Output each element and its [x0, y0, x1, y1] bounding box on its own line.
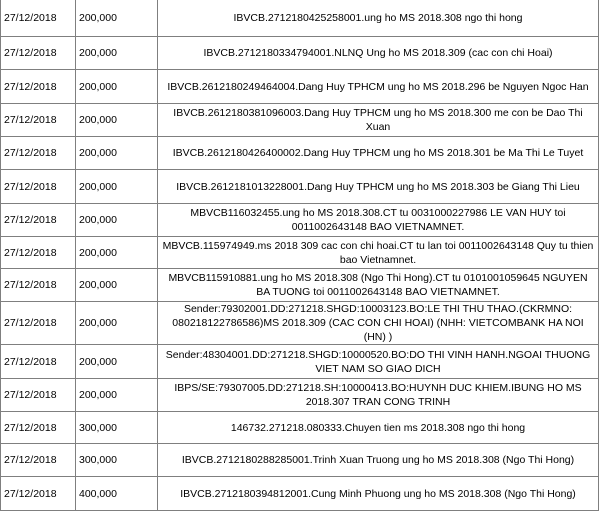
transaction-table-body [1, 0, 599, 511]
date-cell: 27/12/2018 [1, 412, 76, 444]
description-cell: IBVCB.2612180426400002.Dang Huy TPHCM ung ho MS 2018.301 be Ma Thi Le Tuyet [158, 137, 599, 170]
date-cell: 27/12/2018 [1, 477, 76, 511]
date-cell: 27/12/2018 [1, 444, 76, 477]
date-cell: 27/12/2018 [1, 345, 76, 379]
table-row [1, 0, 599, 37]
amount-cell: 200,000 [76, 379, 158, 412]
amount-cell: 200,000 [76, 204, 158, 237]
table-row [1, 204, 599, 237]
date-cell: 27/12/2018 [1, 170, 76, 204]
table-row [1, 302, 599, 345]
table-row [1, 444, 599, 477]
date-cell: 27/12/2018 [1, 302, 76, 345]
date-cell: 27/12/2018 [1, 269, 76, 302]
amount-cell: 200,000 [76, 0, 158, 37]
date-cell: 27/12/2018 [1, 70, 76, 104]
amount-cell: 200,000 [76, 237, 158, 269]
description-cell: IBVCB.2712180334794001.NLNQ Ung ho MS 2018.309 (cac con chi Hoai) [158, 37, 599, 70]
amount-cell: 200,000 [76, 345, 158, 379]
date-cell: 27/12/2018 [1, 104, 76, 137]
date-cell: 27/12/2018 [1, 379, 76, 412]
amount-cell: 200,000 [76, 104, 158, 137]
description-cell: Sender:48304001.DD:271218.SHGD:10000520.BO:DO THI VINH HANH.NGOAI THUONG VIET NAM SO GIAO DICH [158, 345, 599, 379]
table-row [1, 269, 599, 302]
amount-cell: 200,000 [76, 137, 158, 170]
table-row [1, 237, 599, 269]
table-row [1, 170, 599, 204]
table-row [1, 137, 599, 170]
date-cell: 27/12/2018 [1, 137, 76, 170]
description-cell: Sender:79302001.DD:271218.SHGD:10003123.BO:LE THI THU THAO.(CKRMNO: 080218122786586)MS 2018.309 (CAC CON CHI HOAI) (NHH: VIETCOMBANK HA NOI (HN) ) [158, 302, 599, 345]
description-cell: IBPS/SE:79307005.DD:271218.SH:10000413.BO:HUYNH DUC KHIEM.IBUNG HO MS 2018.307 TRAN CONG TRINH [158, 379, 599, 412]
table-row [1, 379, 599, 412]
table-row [1, 412, 599, 444]
description-cell: MBVCB115910881.ung ho MS 2018.308 (Ngo Thi Hong).CT tu 0101001059645 NGUYEN BA TUONG toi 0011002643148 BAO VIETNAMNET. [158, 269, 599, 302]
amount-cell: 200,000 [76, 302, 158, 345]
date-cell: 27/12/2018 [1, 204, 76, 237]
description-cell: IBVCB.2712180288285001.Trinh Xuan Truong ung ho MS 2018.308 (Ngo Thi Hong) [158, 444, 599, 477]
table-row [1, 345, 599, 379]
date-cell: 27/12/2018 [1, 37, 76, 70]
amount-cell: 200,000 [76, 269, 158, 302]
table-row [1, 70, 599, 104]
description-cell: IBVCB.2612180381096003.Dang Huy TPHCM ung ho MS 2018.300 me con be Dao Thi Xuan [158, 104, 599, 137]
description-cell: MBVCB.115974949.ms 2018 309 cac con chi hoai.CT tu lan toi 0011002643148 Quy tu thien bao Vietnamnet. [158, 237, 599, 269]
description-cell: IBVCB.2612181013228001.Dang Huy TPHCM ung ho MS 2018.303 be Giang Thi Lieu [158, 170, 599, 204]
date-cell: 27/12/2018 [1, 0, 76, 37]
amount-cell: 200,000 [76, 170, 158, 204]
description-cell: IBVCB.2712180425258001.ung ho MS 2018.308 ngo thi hong [158, 0, 599, 37]
description-cell: IBVCB.2612180249464004.Dang Huy TPHCM ung ho MS 2018.296 be Nguyen Ngoc Han [158, 70, 599, 104]
amount-cell: 300,000 [76, 444, 158, 477]
amount-cell: 200,000 [76, 37, 158, 70]
description-cell: MBVCB116032455.ung ho MS 2018.308.CT tu 0031000227986 LE VAN HUY toi 0011002643148 BAO VIETNAMNET. [158, 204, 599, 237]
amount-cell: 400,000 [76, 477, 158, 511]
amount-cell: 300,000 [76, 412, 158, 444]
amount-cell: 200,000 [76, 70, 158, 104]
table-row [1, 477, 599, 511]
table-row [1, 104, 599, 137]
date-cell: 27/12/2018 [1, 237, 76, 269]
description-cell: 146732.271218.080333.Chuyen tien ms 2018.308 ngo thi hong [158, 412, 599, 444]
description-cell: IBVCB.2712180394812001.Cung Minh Phuong ung ho MS 2018.308 (Ngo Thi Hong) [158, 477, 599, 511]
table-row [1, 37, 599, 70]
